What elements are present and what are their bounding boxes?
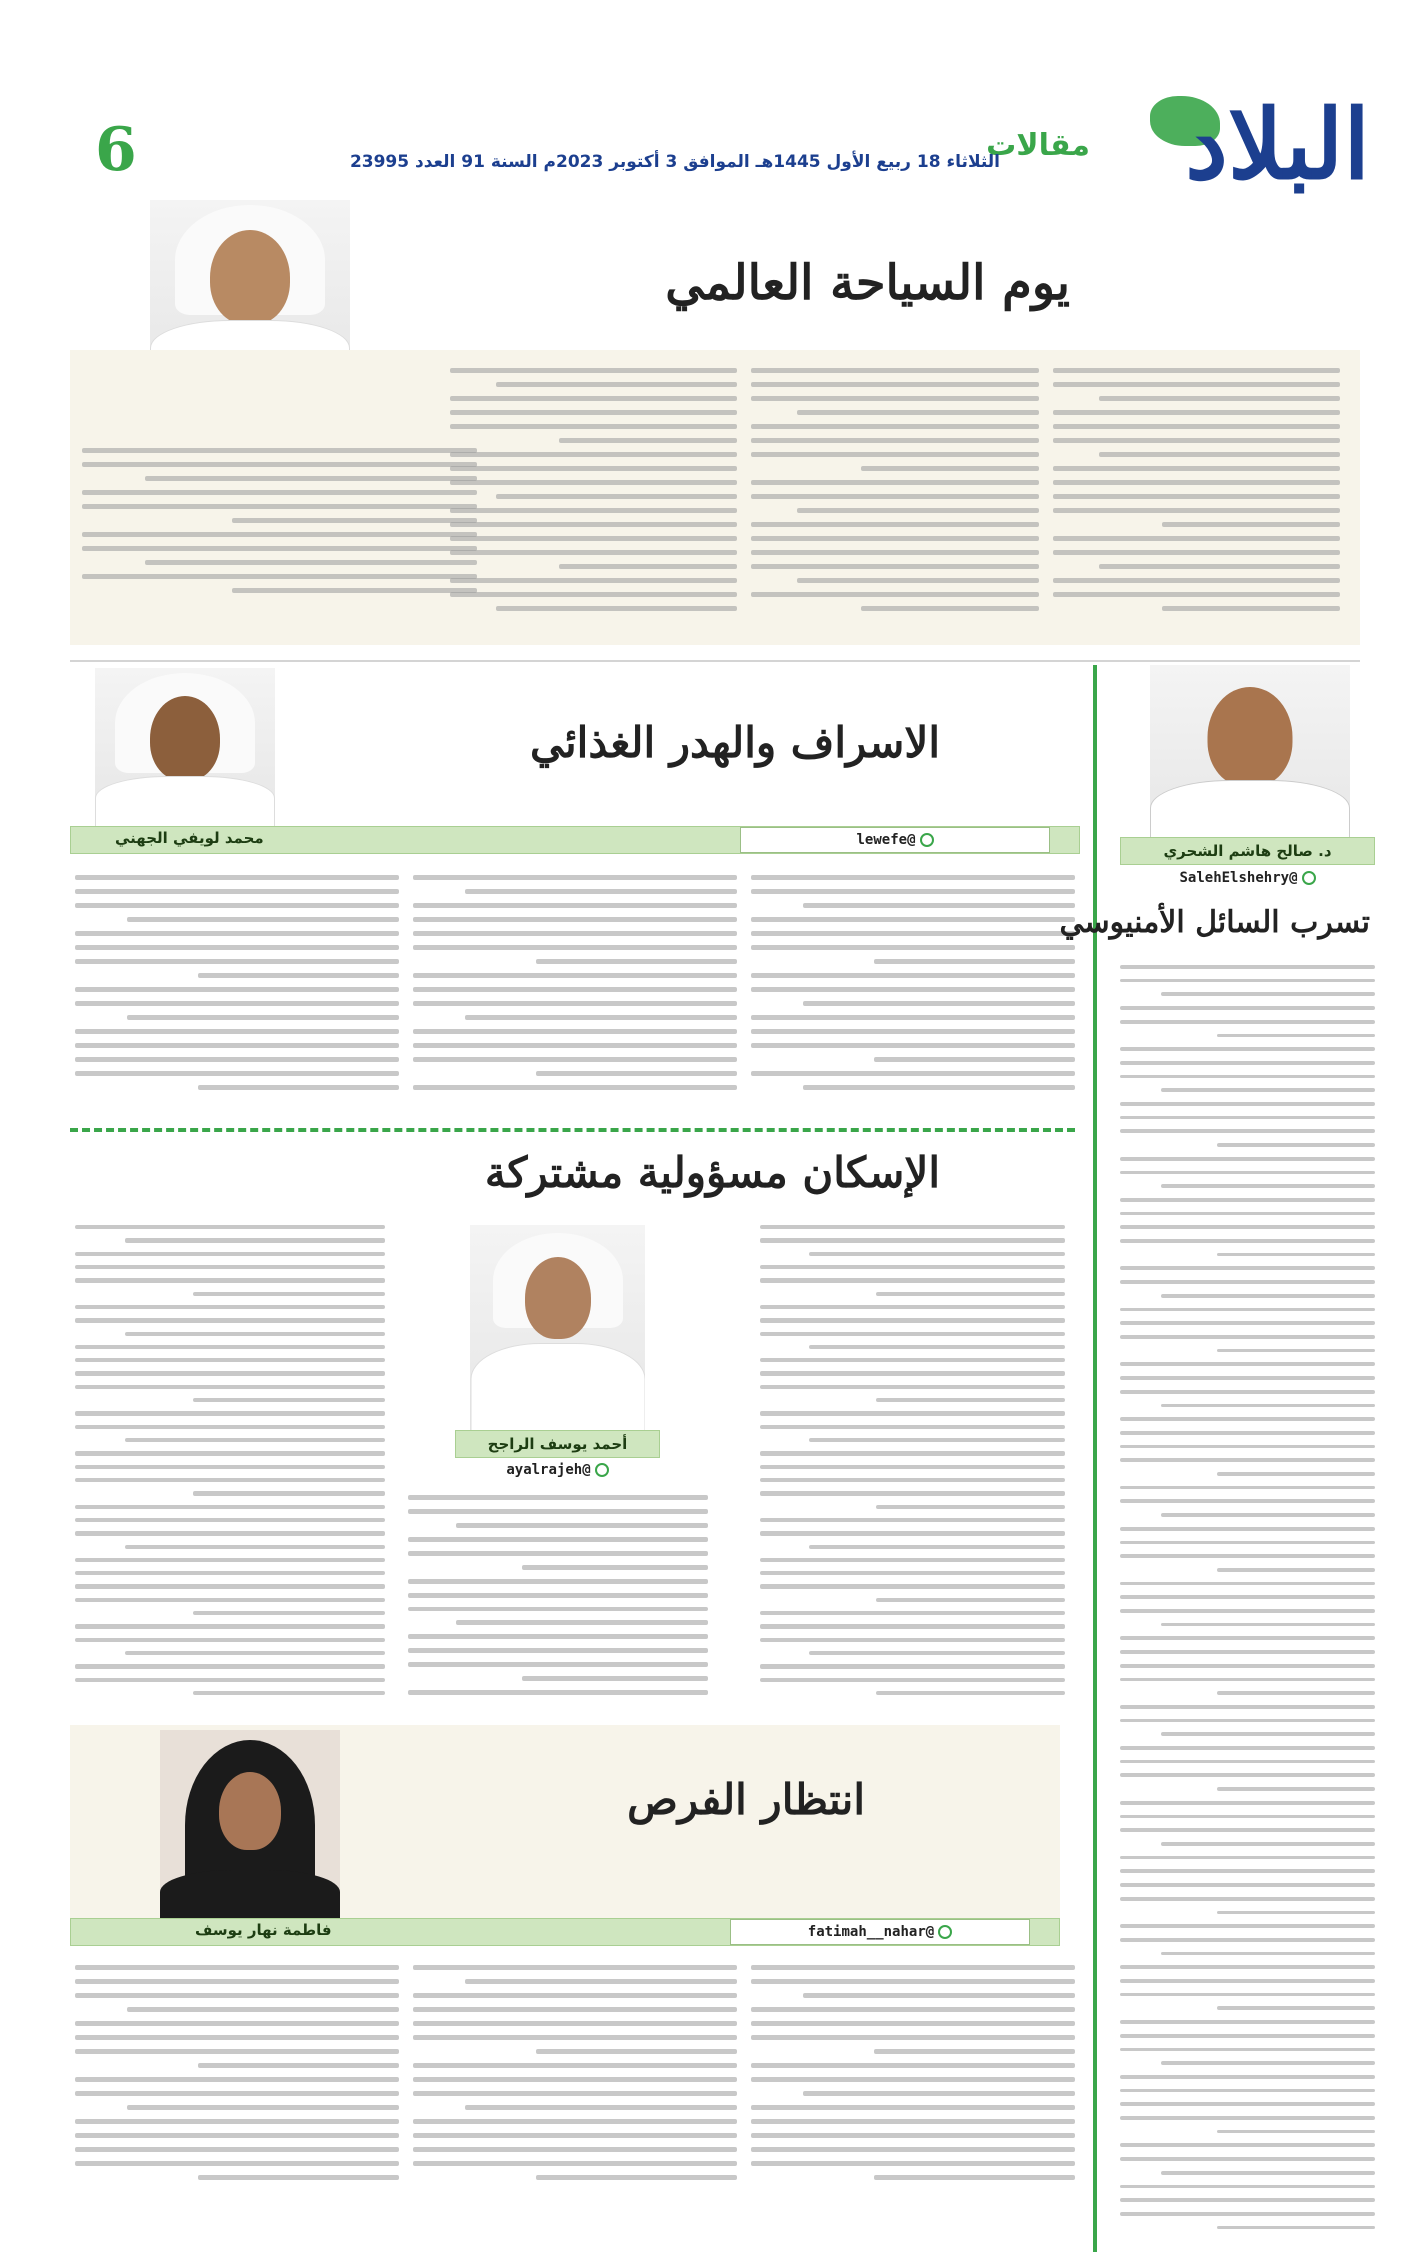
page-number: 6	[95, 115, 137, 185]
article-body	[760, 1225, 1065, 1695]
at-icon	[595, 1463, 609, 1477]
article-body	[75, 875, 1075, 1105]
section-divider	[70, 660, 1360, 662]
author-handle[interactable]	[730, 1919, 1030, 1945]
author-photo	[160, 1730, 340, 1920]
logo-text: البلاد	[1185, 88, 1370, 201]
article-headline: يوم السياحة العالمي	[665, 255, 1070, 311]
author-photo	[470, 1225, 645, 1430]
newspaper-logo[interactable]	[1140, 90, 1370, 200]
article-body	[450, 368, 1340, 638]
masthead	[0, 0, 1420, 210]
author-handle[interactable]	[740, 827, 1050, 853]
article-headline: الإسكان مسؤولية مشتركة	[484, 1148, 940, 1197]
article-headline: الاسراف والهدر الغذائي	[529, 718, 940, 767]
author-handle[interactable]	[1125, 870, 1370, 886]
article-body	[1120, 965, 1375, 2230]
article-body-continued	[82, 448, 477, 633]
author-handle-text: @lewefe	[856, 832, 916, 848]
article-body-continued	[75, 1225, 385, 1695]
column-divider	[1093, 665, 1097, 2252]
author-handle[interactable]	[455, 1462, 660, 1478]
author-handle-text: @fatimah__nahar	[807, 1924, 935, 1940]
author-photo	[1150, 665, 1350, 845]
section-divider	[70, 1128, 1075, 1132]
issue-date-line: الثلاثاء 18 ربيع الأول 1445هـ الموافق 3 أكتوبر 2023م السنة 91 العدد 23995	[349, 152, 1000, 172]
at-icon	[1302, 871, 1316, 885]
author-name: محمد لويفي الجهني	[115, 829, 264, 847]
author-handle-text: @SalehElshehry	[1179, 870, 1298, 886]
author-name: فاطمة نهار يوسف	[195, 1921, 332, 1939]
author-name: أحمد يوسف الراجح	[455, 1430, 660, 1458]
author-name: د. صالح هاشم الشحري	[1120, 837, 1375, 865]
at-icon	[938, 1925, 952, 1939]
article-headline: انتظار الفرص	[627, 1775, 865, 1824]
author-handle-text: @ayalrajeh	[506, 1462, 591, 1478]
article-headline: تسرب السائل الأمنيوسي	[1059, 905, 1370, 940]
article-body	[75, 1965, 1075, 2235]
author-photo	[95, 668, 275, 828]
section-label: مقالات	[986, 128, 1090, 163]
at-icon	[920, 833, 934, 847]
article-body-continued	[408, 1495, 708, 1695]
